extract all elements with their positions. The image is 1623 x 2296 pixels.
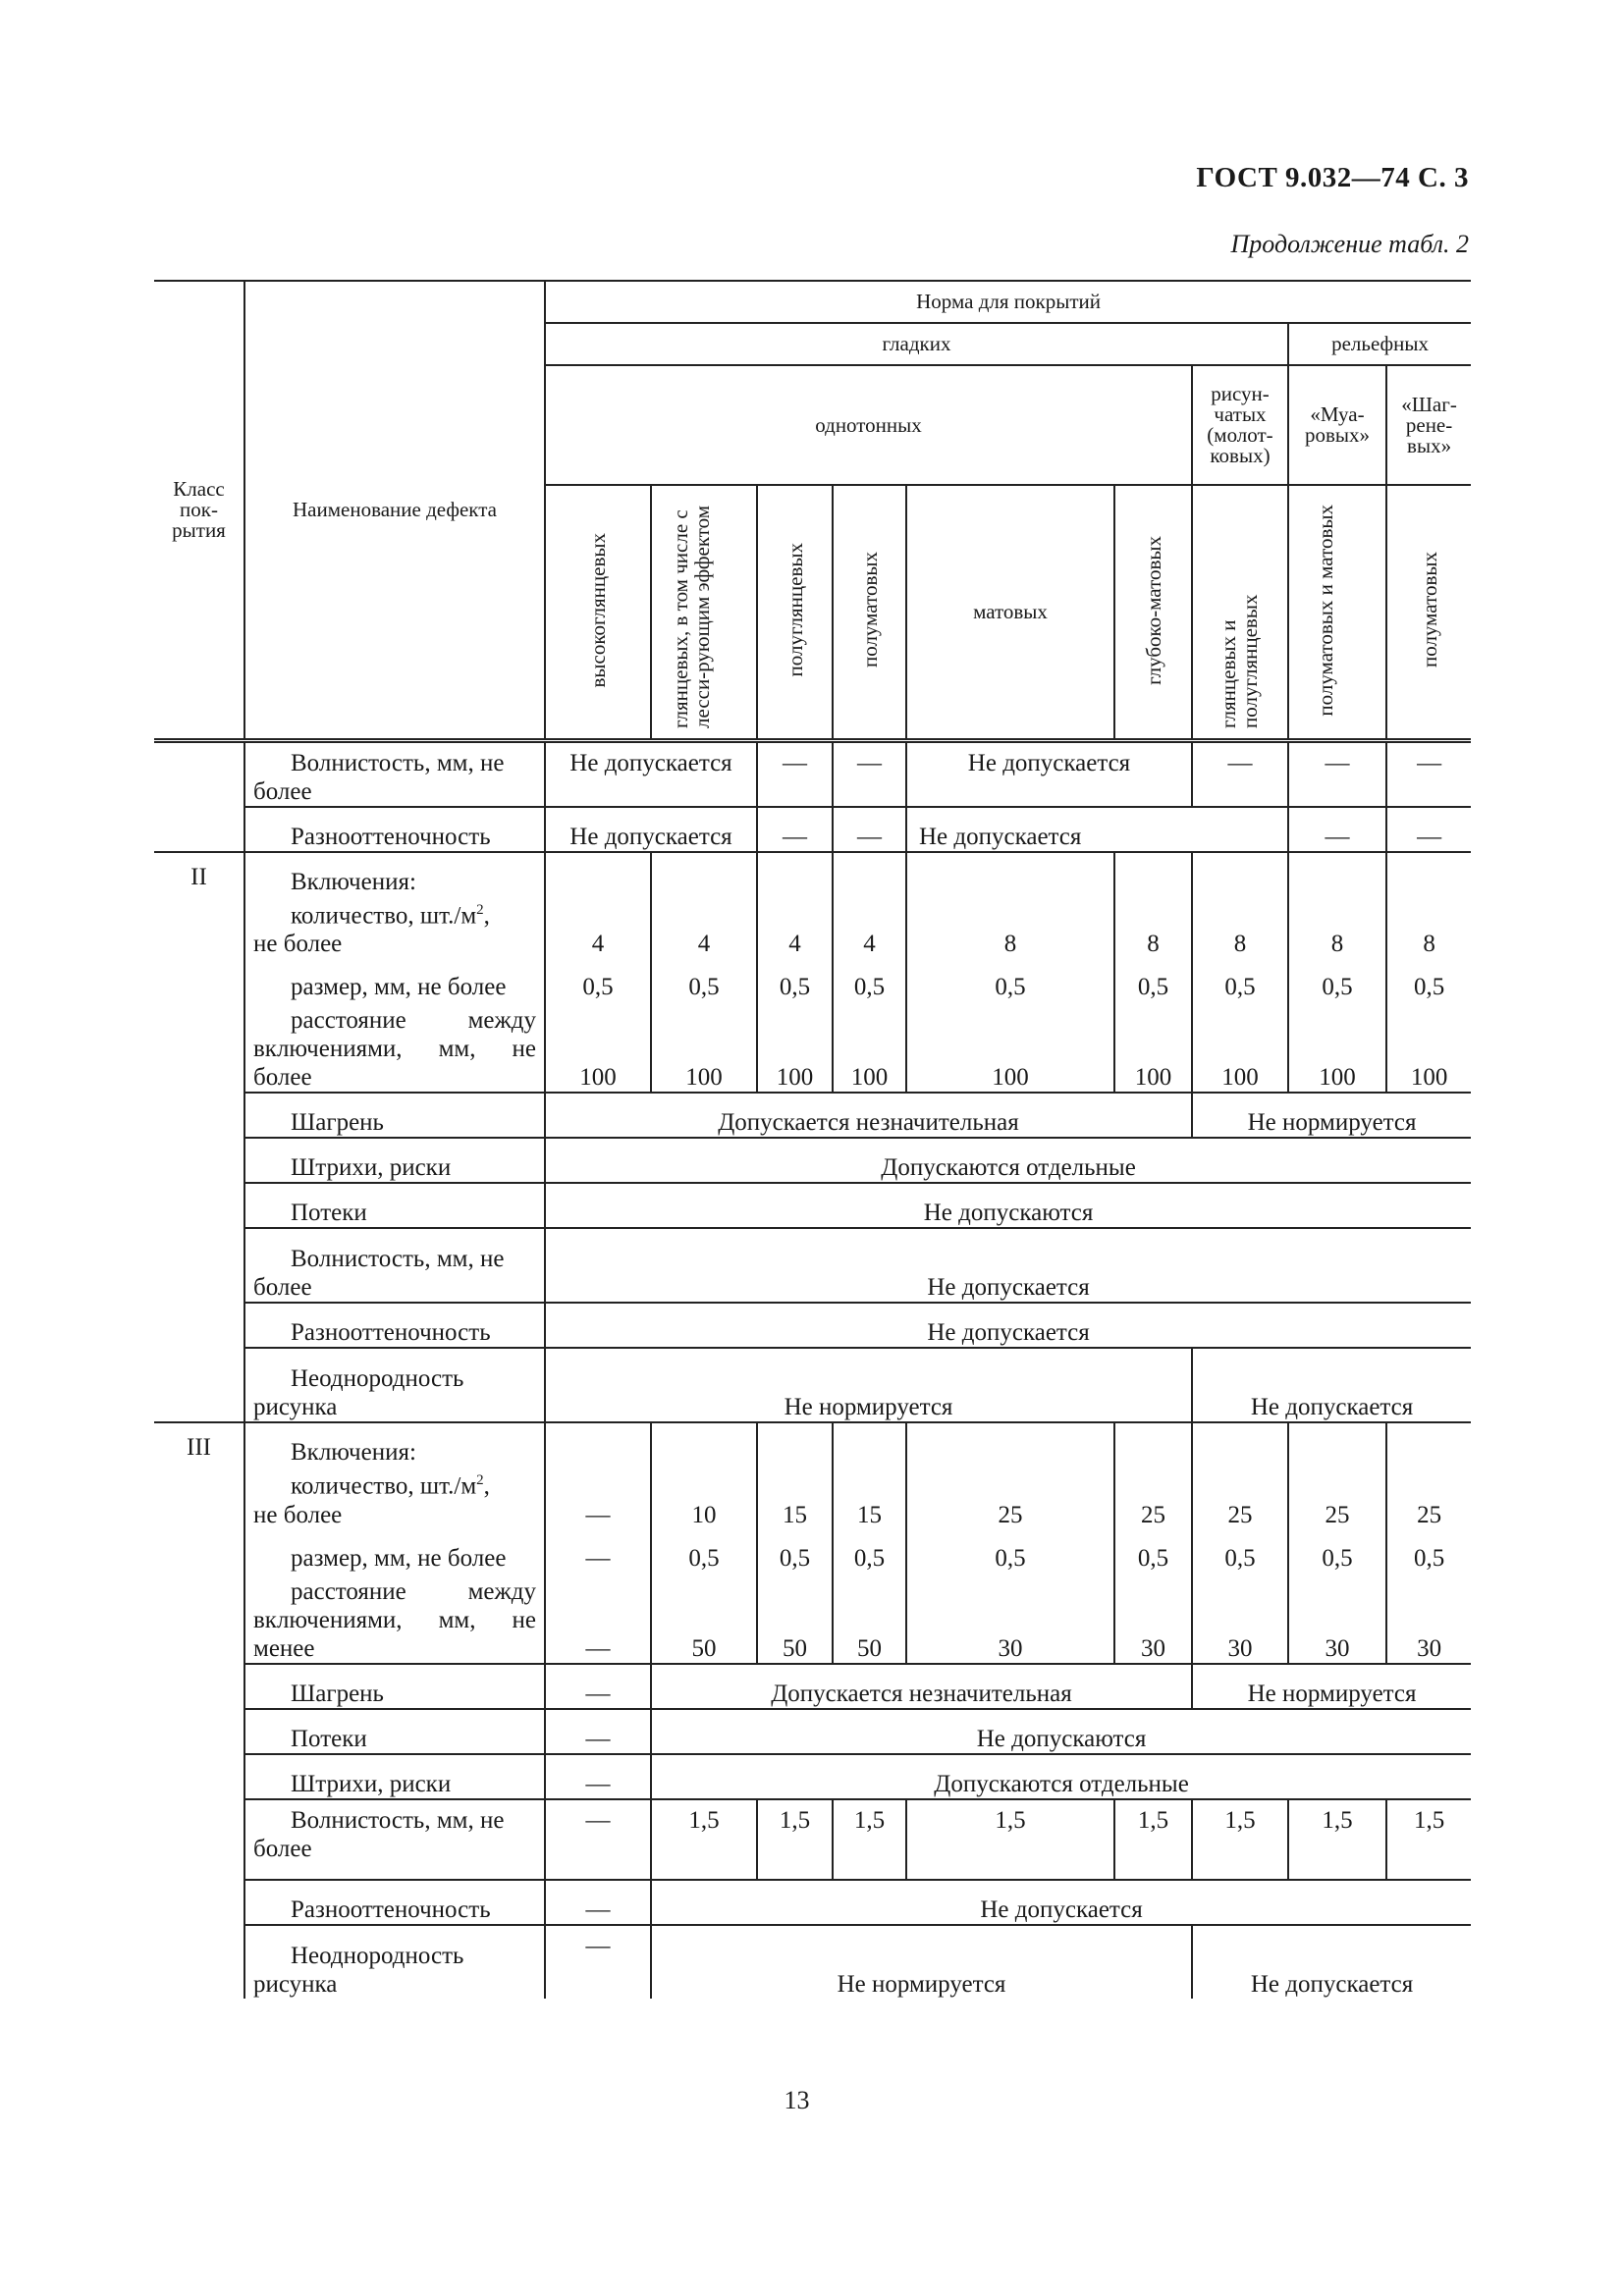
value-cell: 1,5	[1288, 1799, 1386, 1880]
norm-cell: Не допускается	[1192, 1348, 1471, 1422]
value-cell: 25	[1386, 1467, 1471, 1528]
value-cell: 1,5	[906, 1799, 1114, 1880]
value-cell: 1,5	[651, 1799, 757, 1880]
norm-cell: Не допускается	[906, 741, 1192, 808]
defect-name: Включения:	[244, 852, 545, 896]
value-cell: —	[545, 1467, 651, 1528]
value-cell: 100	[1192, 1001, 1288, 1093]
defect-name: Разнооттеночность	[244, 1880, 545, 1925]
value-cell: 0,5	[906, 958, 1114, 1001]
value-cell: 0,5	[1288, 958, 1386, 1001]
defect-name: Неоднородность рисунка	[244, 1925, 545, 1999]
value-cell: 0,5	[1386, 1529, 1471, 1573]
value-cell: 4	[545, 896, 651, 958]
value-cell: 0,5	[1386, 958, 1471, 1001]
defect-name: размер, мм, не более	[244, 1529, 545, 1573]
value-cell: 0,5	[833, 958, 906, 1001]
value-cell: 0,5	[545, 958, 651, 1001]
norm-cell: Допускается незначительная	[545, 1093, 1192, 1138]
norm-cell: —	[545, 1664, 651, 1709]
value-cell: 4	[651, 896, 757, 958]
value-cell: 1,5	[1114, 1799, 1192, 1880]
norm-cell: Не допускается	[1192, 1925, 1471, 1999]
value-cell: —	[545, 1573, 651, 1664]
value-cell: —	[545, 1529, 651, 1573]
header-sub-semi-matt: полуматовых	[833, 485, 906, 741]
defect-name: размер, мм, не более	[244, 958, 545, 1001]
value-cell: —	[545, 1799, 651, 1880]
norm-cell: Не нормируется	[651, 1925, 1192, 1999]
value-cell: 30	[1114, 1573, 1192, 1664]
value-cell: 100	[1114, 1001, 1192, 1093]
value-cell: 1,5	[757, 1799, 833, 1880]
norm-cell: Допускаются отдельные	[651, 1754, 1471, 1799]
norm-cell: —	[833, 807, 906, 852]
norm-cell: —	[545, 1754, 651, 1799]
norm-cell: —	[1192, 741, 1288, 808]
header-sub-shagreen-semi-matt: полуматовых	[1386, 485, 1471, 741]
value-cell: 8	[1192, 896, 1288, 958]
value-cell: 0,5	[1192, 958, 1288, 1001]
norm-cell: —	[545, 1925, 651, 1999]
header-sub-high-gloss: высокоглянцевых	[545, 485, 651, 741]
norm-cell: Не допускается	[906, 807, 1288, 852]
value-cell: 8	[1288, 896, 1386, 958]
norm-cell: —	[545, 1880, 651, 1925]
value-cell: 4	[833, 896, 906, 958]
defect-name: Штрихи, риски	[244, 1138, 545, 1183]
norm-cell: —	[1386, 807, 1471, 852]
defect-name: Включения:	[244, 1422, 545, 1467]
value-cell: 4	[757, 896, 833, 958]
defect-name: количество, $шт./м^2$, не более	[244, 1467, 545, 1528]
value-cell: 8	[1114, 896, 1192, 958]
value-cell: 100	[545, 1001, 651, 1093]
value-cell: 30	[1288, 1573, 1386, 1664]
defect-name: Потеки	[244, 1709, 545, 1754]
header-shagreen: «Шаг- рене- вых»	[1386, 365, 1471, 485]
defect-name: Волнистость, мм, не более	[244, 741, 545, 808]
defect-name: количество, $шт./м^2$, не более	[244, 896, 545, 958]
value-cell: 0,5	[906, 1529, 1114, 1573]
value-cell: 25	[1288, 1467, 1386, 1528]
value-cell: 25	[906, 1467, 1114, 1528]
norm-cell: —	[1386, 741, 1471, 808]
table-header	[154, 281, 1471, 741]
value-cell: 30	[1192, 1573, 1288, 1664]
value-cell: 100	[906, 1001, 1114, 1093]
norm-cell: Не допускается	[545, 807, 757, 852]
defects-norms-table	[154, 280, 1471, 1999]
defect-name: Потеки	[244, 1183, 545, 1228]
header-sub-moire-matt: полуматовых и матовых	[1288, 485, 1386, 741]
header-sub-gloss: глянцевых, в том числе с лесси-рующим эффектом	[651, 485, 757, 741]
value-cell: 0,5	[757, 1529, 833, 1573]
value-cell: 50	[833, 1573, 906, 1664]
table-continuation-note: Продолжение табл. 2	[1230, 230, 1469, 258]
value-cell: 100	[1288, 1001, 1386, 1093]
page-number: 13	[784, 2086, 810, 2114]
value-cell: 100	[651, 1001, 757, 1093]
value-cell: 0,5	[1288, 1529, 1386, 1573]
norm-cell: Не нормируется	[545, 1348, 1192, 1422]
norm-cell: —	[757, 807, 833, 852]
value-cell: 0,5	[651, 1529, 757, 1573]
header-patterned: рисун- чатых (молот- ковых)	[1192, 365, 1288, 485]
value-cell: 0,5	[757, 958, 833, 1001]
header-sub-pattern-gloss: глянцевых и полуглянцевых	[1192, 485, 1288, 741]
norm-cell: —	[545, 1709, 651, 1754]
value-cell: 8	[1386, 896, 1471, 958]
value-cell: 15	[757, 1467, 833, 1528]
norm-cell: Не допускаются	[545, 1183, 1471, 1228]
norm-cell: Не нормируется	[1192, 1664, 1471, 1709]
header-norm: Норма для покрытий	[545, 281, 1471, 323]
header-relief: рельефных	[1288, 323, 1471, 365]
defect-name: Шагрень	[244, 1093, 545, 1138]
header-sub-deep-matt: глубоко-матовых	[1114, 485, 1192, 741]
value-cell: 50	[757, 1573, 833, 1664]
norm-cell: Не допускается	[545, 1303, 1471, 1348]
header-sub-matt: матовых	[906, 485, 1114, 741]
value-cell: 0,5	[1192, 1529, 1288, 1573]
value-cell: 100	[1386, 1001, 1471, 1093]
document-code: ГОСТ 9.032—74 С. 3	[1196, 162, 1469, 193]
value-cell: 10	[651, 1467, 757, 1528]
norm-cell: Не допускаются	[651, 1709, 1471, 1754]
value-cell: 1,5	[1192, 1799, 1288, 1880]
value-cell: 15	[833, 1467, 906, 1528]
value-cell: 8	[906, 896, 1114, 958]
class-cell	[154, 741, 244, 853]
norm-cell: —	[833, 741, 906, 808]
value-cell: 0,5	[1114, 958, 1192, 1001]
table-body	[154, 741, 1471, 1999]
norm-cell: —	[1288, 741, 1386, 808]
class-label-iii: III	[154, 1422, 244, 1998]
norm-cell: —	[757, 741, 833, 808]
norm-cell: —	[1288, 807, 1386, 852]
value-cell: 30	[906, 1573, 1114, 1664]
header-defect-name: Наименование дефекта	[244, 281, 545, 741]
norm-cell: Не допускается	[651, 1880, 1471, 1925]
value-cell: 0,5	[1114, 1529, 1192, 1573]
defect-name: Штрихи, риски	[244, 1754, 545, 1799]
norm-cell: Допускается незначительная	[651, 1664, 1192, 1709]
value-cell: 25	[1114, 1467, 1192, 1528]
norm-cell: Не допускается	[545, 1228, 1471, 1303]
value-cell: 100	[757, 1001, 833, 1093]
norm-cell: Не нормируется	[1192, 1093, 1471, 1138]
defect-name: Разнооттеночность	[244, 807, 545, 852]
value-cell: 30	[1386, 1573, 1471, 1664]
defect-name: Разнооттеночность	[244, 1303, 545, 1348]
defect-name: Волнистость, мм, не более	[244, 1228, 545, 1303]
class-label-ii: II	[154, 852, 244, 1422]
value-cell: 0,5	[833, 1529, 906, 1573]
header-moire: «Муа- ровых»	[1288, 365, 1386, 485]
header-sub-semi-gloss: полуглянцевых	[757, 485, 833, 741]
value-cell: 100	[833, 1001, 906, 1093]
defect-name: Шагрень	[244, 1664, 545, 1709]
norm-cell: Допускаются отдельные	[545, 1138, 1471, 1183]
value-cell: 1,5	[833, 1799, 906, 1880]
norm-cell: Не допускается	[545, 741, 757, 808]
header-plain: однотонных	[545, 365, 1192, 485]
value-cell: 25	[1192, 1467, 1288, 1528]
header-smooth: гладких	[545, 323, 1288, 365]
header-class: Класс пок- рытия	[154, 281, 244, 741]
defect-name: Неоднородность рисунка	[244, 1348, 545, 1422]
defect-name: расстояние между включениями, мм, не менее	[244, 1573, 545, 1664]
value-cell: 1,5	[1386, 1799, 1471, 1880]
value-cell: 50	[651, 1573, 757, 1664]
value-cell: 0,5	[651, 958, 757, 1001]
defect-name: расстояние между включениями, мм, не более	[244, 1001, 545, 1093]
defect-name: Волнистость, мм, не более	[244, 1799, 545, 1880]
